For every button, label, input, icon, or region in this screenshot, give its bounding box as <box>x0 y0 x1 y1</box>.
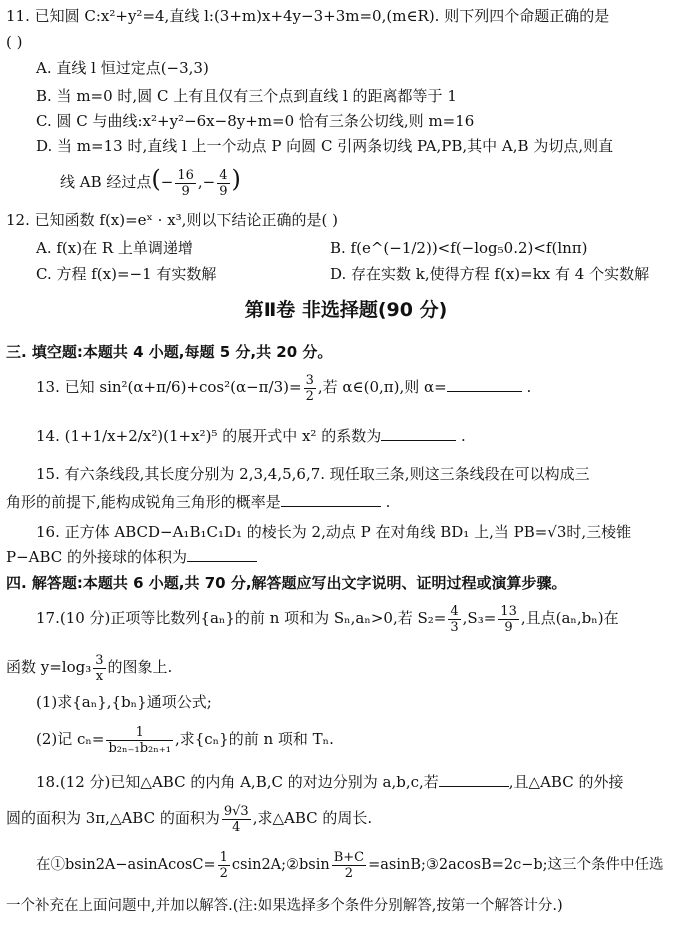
q17-frac-cn: $\frac{1}{\text{b₂ₙ₋₁b₂ₙ₊₁}}$ <box>108 724 171 756</box>
q16-line2: P−ABC 的外接球的体积为 <box>6 547 686 567</box>
q11-option-b: B. 当 m=0 时,圆 C 上有且仅有三个点到直线 l 的距离都等于 1 <box>36 87 457 105</box>
q18-frac-bc: $\frac{B+C}{2}$ <box>333 849 365 881</box>
q17-part2: (2)记 cₙ= $\frac{1}{\text{b₂ₙ₋₁b₂ₙ₊₁}}$ ,求{cₙ}的前 n 项和 Tₙ. <box>36 724 334 756</box>
q13-text: 13. 已知 sin²(α+π/6)+cos²(α−π/3)= <box>36 378 302 396</box>
q11-stem: 11. 已知圆 C:x²+y²=4,直线 l:(3+m)x+4y−3+3m=0,(m∈R). 则下列四个命题正确的是 <box>6 7 610 25</box>
q18-condition-blank <box>439 772 509 787</box>
q18-line3: 在①bsin2A−asinAcosC= $\frac{1}{2}$ csin2A;②bsin $\frac{B+C}{2}$ =asinB;③2acosB=2c−b;这三个条件中任选 <box>36 849 664 881</box>
q18-line2: 圆的面积为 3π,△ABC 的面积为 $\frac{9√3}{4}$ ,求△ABC 的周长. <box>6 803 373 835</box>
q14-answer-blank <box>381 426 456 441</box>
q15-line2: 角形的前提下,能构成锐角三角形的概率是 . <box>6 493 391 511</box>
q13-frac: $\frac{3}{2}$ <box>305 372 314 404</box>
q12-stem: 12. 已知函数 f(x)=eˣ · x³,则以下结论正确的是( ) <box>6 211 338 229</box>
q11-option-a: A. 直线 l 恒过定点(−3,3) <box>36 59 209 77</box>
q14: 14. (1+1/x+2/x²)(1+x²)⁵ 的展开式中 x² 的系数为 . <box>36 427 466 445</box>
q18-frac-half: $\frac{1}{2}$ <box>219 849 228 881</box>
q12-option-d: D. 存在实数 k,使得方程 f(x)=kx 有 4 个实数解 <box>330 265 650 283</box>
q12-option-c: C. 方程 f(x)=−1 有实数解 <box>36 265 217 283</box>
section4-heading: 四. 解答题:本题共 6 小题,共 70 分,解答题应写出文字说明、证明过程或演算步骤。 <box>6 574 567 592</box>
q11-paren: ( ) <box>6 33 23 51</box>
q15-line1: 15. 有六条线段,其长度分别为 2,3,4,5,6,7. 现任取三条,则这三条线段在可以构成三 <box>36 465 590 483</box>
q11-d-frac2: $\frac{4}{9}$ <box>219 167 228 199</box>
q17-frac-s2: $\frac{4}{3}$ <box>450 603 459 635</box>
q17-frac-log: $\frac{3}{x}$ <box>95 652 104 684</box>
q11-option-c: C. 圆 C 与曲线:x²+y²−6x−8y+m=0 恰有三条公切线,则 m=16 <box>36 112 475 130</box>
q11-option-d-line2: 线 AB 经过点(− $\frac{16}{9}$ ,− $\frac{4}{9}$ ) <box>60 165 241 199</box>
q11-d-frac1: $\frac{16}{9}$ <box>177 167 194 199</box>
part2-title: 第Ⅱ卷 非选择题(90 分) <box>244 299 448 321</box>
q13: 13. 已知 sin²(α+π/6)+cos²(α−π/3)= $\frac{3}{2}$ ,若 α∈(0,π),则 α= . <box>36 372 532 404</box>
q12-option-a: A. f(x)在 R 上单调递增 <box>36 239 193 257</box>
q13-answer-blank <box>447 377 522 392</box>
q16-line1: 16. 正方体 ABCD−A₁B₁C₁D₁ 的棱长为 2,动点 P 在对角线 BD₁ 上,当 PB=√3时,三棱锥 <box>36 523 632 541</box>
q18-line1: 18.(12 分)已知△ABC 的内角 A,B,C 的对边分别为 a,b,c,若 ,且△ABC 的外接 <box>36 773 624 791</box>
q11-option-d-line1: D. 当 m=13 时,直线 l 上一个动点 P 向圆 C 引两条切线 PA,PB,其中 A,B 为切点,则直 <box>36 137 614 155</box>
q15-answer-blank <box>281 492 381 507</box>
q17-part1: (1)求{aₙ},{bₙ}通项公式; <box>36 693 212 711</box>
q17-line2: 函数 y=log₃ $\frac{3}{x}$ 的图象上. <box>6 652 173 684</box>
q18-frac-area: $\frac{9√3}{4}$ <box>223 803 249 835</box>
q13-text2: ,若 α∈(0,π),则 α= <box>317 378 447 396</box>
q17-frac-s3: $\frac{13}{9}$ <box>500 603 517 635</box>
q11-d-text: 线 AB 经过点 <box>60 173 152 191</box>
section3-heading: 三. 填空题:本题共 4 小题,每题 5 分,共 20 分。 <box>6 343 333 361</box>
q18-line4: 一个补充在上面问题中,并加以解答.(注:如果选择多个条件分别解答,按第一个解答计分.) <box>6 898 563 914</box>
q17-line1: 17.(10 分)正项等比数列{aₙ}的前 n 项和为 Sₙ,aₙ>0,若 S₂= $\frac{4}{3}$ ,S₃= $\frac{13}{9}$ ,且点(aₙ,bₙ)在 <box>36 603 619 635</box>
q14-text: 14. (1+1/x+2/x²)(1+x²)⁵ 的展开式中 x² 的系数为 <box>36 427 382 445</box>
q12-option-b: B. f(e^(−1/2))<f(−log₅0.2)<f(lnπ) <box>330 239 588 257</box>
q16-answer-blank <box>187 547 257 562</box>
